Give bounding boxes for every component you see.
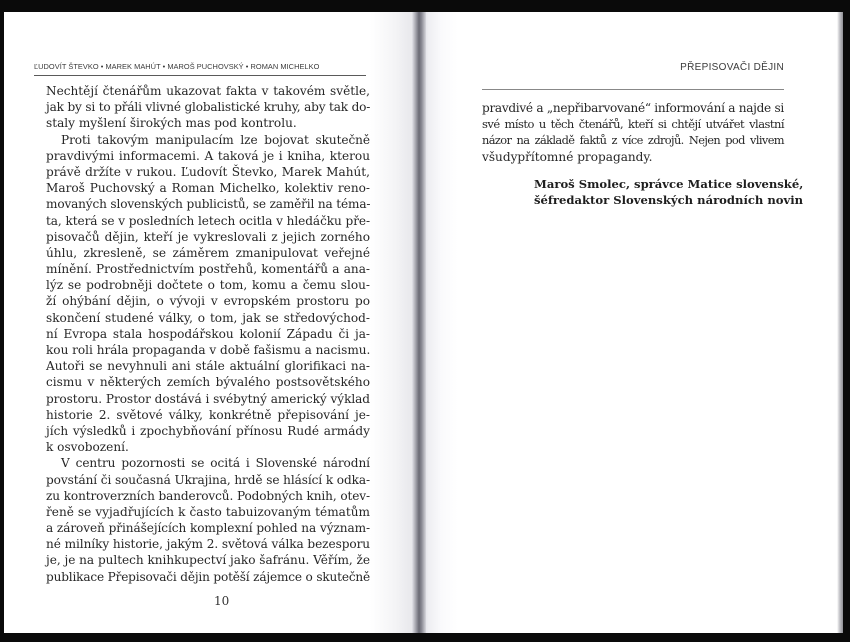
book-spread xyxy=(4,12,843,633)
text-line: úhlu, zkresleně, se záměrem zmanipulovat veřejné xyxy=(46,245,370,260)
text-line: né milníky historie, jakým 2. světová válka bezesporu xyxy=(46,537,370,552)
header-rule xyxy=(482,89,784,90)
text-line: movaných slovenských publicistů, se zaměřil na téma- xyxy=(46,197,371,212)
text-line: ní Evropa stala hospodářskou kolonií Západu či ja- xyxy=(46,326,370,341)
author-signature xyxy=(534,176,804,209)
text-line: kou roli hrála propaganda v době fašismu a nacismu. xyxy=(46,343,371,357)
text-line: právě držíte v rukou. Ľudovít Števko, Marek Mahút, xyxy=(46,164,370,179)
text-line: zu kontroverzních banderovců. Podobných knih, otev- xyxy=(46,488,370,503)
text-line: pisovačů dějin, kteří je vykreslovali z jejich zorného xyxy=(46,229,370,244)
text-line: publikace Přepisovači dějin potěší zájemce o skutečně xyxy=(46,569,371,584)
text-line: pravdivé a „nepřibarvované“ informování a najde si xyxy=(482,101,784,115)
text-line: své místo u těch čtenářů, kteří si chtějí utvářet vlastní xyxy=(482,117,784,132)
text-line: Autoři se nevyhnuli ani stále aktuální glorifikaci na- xyxy=(46,359,370,374)
text-line: názor na základě faktů z více zdrojů. Nejen pod vlivem xyxy=(482,133,784,148)
text-line: mínění. Prostřednictvím postřehů, komentářů a ana- xyxy=(46,262,370,277)
text-line: lýz se podrobněji dočtete o tom, komu a čemu slou- xyxy=(46,278,370,293)
text-line: Proti takovým manipulacím lze bojovat skutečně xyxy=(61,132,370,147)
text-line: ží ohýbání dějin, o vývoji v evropském prostoru po xyxy=(46,294,370,309)
text-line: cismu v některých zemích bývalého postsovětského xyxy=(46,375,370,390)
text-line: k osvobození. xyxy=(46,440,129,455)
header-rule xyxy=(34,75,366,76)
book-spine-gutter xyxy=(412,12,426,633)
text-line: je, je na pultech knihkupectví jako šafránu. Věřím, že xyxy=(46,553,370,568)
text-line: V centru pozornosti se ocitá i Slovenské národní xyxy=(61,456,370,471)
page-edge-shadow xyxy=(837,12,843,633)
text-line: a zároveň přinášejících komplexní pohled na význam- xyxy=(46,521,370,536)
text-line: řeně se vyjadřujících k často tabuizovaným tématům xyxy=(46,504,370,519)
text-line: skončení studené války, o tom, jak se středovýchod- xyxy=(46,310,370,325)
text-line: Nechtějí čtenářům ukazovat fakta v takovém světle, xyxy=(46,84,370,98)
left-page xyxy=(4,12,420,633)
text-line: pravdivými informacemi. A taková je i kniha, kterou xyxy=(46,148,370,163)
text-line: všudypřítomné propagandy. xyxy=(482,149,653,164)
left-body-text xyxy=(46,83,370,585)
left-running-head: ĽUDOVÍT ŠTEVKO • MAREK MAHÚT • MAROŠ PUCHOVSKÝ • ROMAN MICHELKO xyxy=(34,62,320,71)
text-line: prostoru. Prostor dostává i svébytný americký výklad xyxy=(46,391,370,406)
right-running-head: PŘEPISOVAČI DĚJIN xyxy=(680,62,784,73)
text-line: historie 2. světové války, konkrétně přepisování je- xyxy=(46,407,370,422)
signature-line: Maroš Smolec, správce Matice slovenské, xyxy=(534,177,804,191)
text-line: Maroš Puchovský a Roman Michelko, kolektiv reno- xyxy=(46,181,370,196)
text-line: jak by si to přáli vlivné globalistické kruhy, aby tak do- xyxy=(46,100,371,115)
text-line: povstání či současná Ukrajina, hrdě se hlásící k odka- xyxy=(46,472,370,487)
text-line: jích výsledků i zpochybňování přínosu Rudé armády xyxy=(46,423,370,438)
right-body-text xyxy=(482,100,784,165)
signature-line: šéfredaktor Slovenských národních novin xyxy=(534,193,804,208)
text-line: ta, která se v posledních letech ocitla v hledáčku pře- xyxy=(46,213,370,228)
text-line: staly myšlení širokých mas pod kontrolu. xyxy=(46,116,297,131)
page-number: 10 xyxy=(214,594,230,608)
